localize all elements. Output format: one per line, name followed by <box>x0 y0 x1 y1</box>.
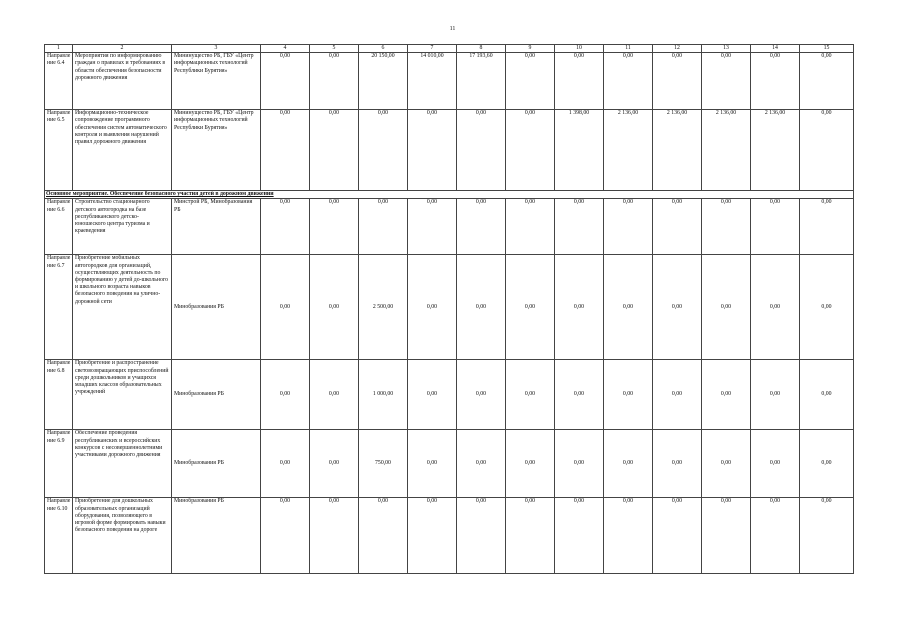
row-executor-cell: Мининущество РБ, ГБУ «Центр информационных технологий Республики Бурятия» <box>172 110 261 191</box>
column-number-10: 10 <box>555 45 604 53</box>
row-value-cell: 0,00 <box>800 430 854 498</box>
row-value-cell: 0,00 <box>506 53 555 110</box>
row-value-cell: 0,00 <box>604 53 653 110</box>
row-executor-cell: Минобразования РБ <box>172 498 261 574</box>
row-name-cell: Информационно-техническое сопровождение программного обеспечения систем автоматического контроля и выявления нарушений правил дорожного движения <box>73 110 172 191</box>
table-row <box>45 430 854 498</box>
row-name-cell: Строительство стационарного детского автогородка на базе республиканского детско-юношеского центра туризма и краеведения <box>73 199 172 255</box>
row-value-cell: 0,00 <box>310 199 359 255</box>
column-number-5: 5 <box>310 45 359 53</box>
row-value-cell: 0,00 <box>408 199 457 255</box>
row-value-cell: 0,00 <box>261 498 310 574</box>
row-value-cell: 0,00 <box>751 53 800 110</box>
row-value-cell: 0,00 <box>457 498 506 574</box>
row-value-cell: 2 136,00 <box>653 110 702 191</box>
row-name-cell: Приобретение мобильных автогородков для организаций, осуществляющих деятельность по формированию у детей до-школьного и школьного возраста навыков безопасного поведения на улично-дорожной сети <box>73 255 172 360</box>
row-value-cell: 0,00 <box>408 430 457 498</box>
row-value-cell: 0,00 <box>261 199 310 255</box>
row-value-cell: 0,00 <box>408 360 457 430</box>
row-value-cell: 1 398,00 <box>555 110 604 191</box>
row-value-cell: 0,00 <box>751 199 800 255</box>
column-number-11: 11 <box>604 45 653 53</box>
row-value-cell: 0,00 <box>702 53 751 110</box>
row-value-cell: 0,00 <box>604 199 653 255</box>
row-value-cell: 0,00 <box>261 360 310 430</box>
row-code-cell: Направле ние 6.10 <box>45 498 73 574</box>
row-name-cell: Приобретение для дошкольных образовательных организаций оборудования, позволяющего в игровой форме формировать навыки безопасного поведения на дороге <box>73 498 172 574</box>
row-value-cell: 17 193,60 <box>457 53 506 110</box>
row-value-cell: 0,00 <box>408 110 457 191</box>
table-row <box>45 255 854 360</box>
row-value-cell: 0,00 <box>261 255 310 360</box>
row-value-cell: 0,00 <box>555 53 604 110</box>
row-value-cell: 0,00 <box>261 53 310 110</box>
row-code-cell: Направле ние 6.9 <box>45 430 73 498</box>
row-value-cell: 14 010,00 <box>408 53 457 110</box>
column-number-12: 12 <box>653 45 702 53</box>
row-value-cell: 0,00 <box>653 498 702 574</box>
row-value-cell: 0,00 <box>506 498 555 574</box>
section-title: Основное мероприятие. Обеспечение безопасного участия детей в дорожном движении <box>45 191 854 199</box>
row-value-cell: 0,00 <box>310 255 359 360</box>
row-value-cell: 0,00 <box>506 110 555 191</box>
row-value-cell: 0,00 <box>702 255 751 360</box>
row-value-cell: 0,00 <box>604 360 653 430</box>
row-value-cell: 0,00 <box>555 199 604 255</box>
row-value-cell: 0,00 <box>555 255 604 360</box>
row-value-cell: 2 136,00 <box>702 110 751 191</box>
row-value-cell: 0,00 <box>408 255 457 360</box>
column-number-6: 6 <box>359 45 408 53</box>
table-row <box>45 199 854 255</box>
row-code-cell: Направле ние 6.6 <box>45 199 73 255</box>
row-value-cell: 0,00 <box>457 199 506 255</box>
row-value-cell: 0,00 <box>702 430 751 498</box>
row-value-cell: 0,00 <box>751 498 800 574</box>
row-value-cell: 0,00 <box>555 430 604 498</box>
column-number-1: 1 <box>45 45 73 53</box>
row-value-cell: 0,00 <box>800 255 854 360</box>
section-row <box>45 191 854 199</box>
row-value-cell: 0,00 <box>506 360 555 430</box>
row-code-cell: Направле ние 6.7 <box>45 255 73 360</box>
row-value-cell: 0,00 <box>359 110 408 191</box>
row-code-cell: Направле ние 6.8 <box>45 360 73 430</box>
row-value-cell: 0,00 <box>457 255 506 360</box>
row-code-cell: Направле ние 6.5 <box>45 110 73 191</box>
row-value-cell: 0,00 <box>310 360 359 430</box>
row-value-cell: 0,00 <box>800 110 854 191</box>
row-value-cell: 0,00 <box>261 430 310 498</box>
row-value-cell: 0,00 <box>457 360 506 430</box>
row-value-cell: 0,00 <box>310 498 359 574</box>
row-value-cell: 0,00 <box>653 255 702 360</box>
row-value-cell: 0,00 <box>310 53 359 110</box>
row-value-cell: 0,00 <box>800 498 854 574</box>
row-executor-cell: Минобразования РБ <box>172 430 261 498</box>
column-number-2: 2 <box>73 45 172 53</box>
row-value-cell: 0,00 <box>653 430 702 498</box>
column-number-13: 13 <box>702 45 751 53</box>
column-number-4: 4 <box>261 45 310 53</box>
row-code-cell: Направле ние 6.4 <box>45 53 73 110</box>
row-value-cell: 0,00 <box>800 199 854 255</box>
column-number-7: 7 <box>408 45 457 53</box>
table-body <box>45 45 854 574</box>
row-executor-cell: Минобразования РБ <box>172 255 261 360</box>
row-value-cell: 0,00 <box>555 498 604 574</box>
row-value-cell: 0,00 <box>555 360 604 430</box>
row-value-cell: 0,00 <box>506 199 555 255</box>
row-executor-cell: Мининущество РБ, ГБУ «Центр информационных технологий Республики Бурятия» <box>172 53 261 110</box>
row-value-cell: 750,00 <box>359 430 408 498</box>
row-value-cell: 0,00 <box>751 360 800 430</box>
row-value-cell: 0,00 <box>653 360 702 430</box>
row-name-cell: Мероприятия по информированию граждан о правилах и требованиях в области обеспечения безопасности дорожного движения <box>73 53 172 110</box>
row-value-cell: 0,00 <box>359 498 408 574</box>
row-value-cell: 0,00 <box>457 110 506 191</box>
table-row <box>45 360 854 430</box>
table-row <box>45 53 854 110</box>
row-value-cell: 0,00 <box>359 199 408 255</box>
row-executor-cell: Минобразования РБ <box>172 360 261 430</box>
row-value-cell: 0,00 <box>310 430 359 498</box>
row-value-cell: 0,00 <box>604 430 653 498</box>
row-value-cell: 0,00 <box>506 255 555 360</box>
row-value-cell: 2 500,00 <box>359 255 408 360</box>
row-value-cell: 0,00 <box>653 199 702 255</box>
row-value-cell: 2 136,00 <box>604 110 653 191</box>
row-name-cell: Обеспечение проведения республиканских и всероссийских конкурсов с несовершеннолетними участниками дорожного движения <box>73 430 172 498</box>
row-value-cell: 2 136,00 <box>751 110 800 191</box>
row-value-cell: 0,00 <box>408 498 457 574</box>
table-row <box>45 110 854 191</box>
row-value-cell: 0,00 <box>751 430 800 498</box>
row-executor-cell: Минстрой РБ, Минобразования РБ <box>172 199 261 255</box>
row-value-cell: 0,00 <box>604 498 653 574</box>
table-row <box>45 498 854 574</box>
row-value-cell: 0,00 <box>261 110 310 191</box>
column-number-14: 14 <box>751 45 800 53</box>
row-value-cell: 0,00 <box>800 53 854 110</box>
column-number-9: 9 <box>506 45 555 53</box>
row-value-cell: 0,00 <box>702 360 751 430</box>
column-number-row <box>45 45 854 53</box>
row-name-cell: Приобретение и распространение световозвращающих приспособлений среди дошкольников и учащихся младших классов образовательных учреждений <box>73 360 172 430</box>
budget-table <box>44 44 854 574</box>
row-value-cell: 0,00 <box>506 430 555 498</box>
column-number-8: 8 <box>457 45 506 53</box>
row-value-cell: 0,00 <box>702 199 751 255</box>
row-value-cell: 0,00 <box>310 110 359 191</box>
column-number-3: 3 <box>172 45 261 53</box>
page-number: 11 <box>449 26 456 32</box>
row-value-cell: 1 000,00 <box>359 360 408 430</box>
row-value-cell: 0,00 <box>653 53 702 110</box>
column-number-15: 15 <box>800 45 854 53</box>
row-value-cell: 0,00 <box>751 255 800 360</box>
row-value-cell: 0,00 <box>800 360 854 430</box>
row-value-cell: 0,00 <box>457 430 506 498</box>
row-value-cell: 0,00 <box>702 498 751 574</box>
row-value-cell: 20 150,00 <box>359 53 408 110</box>
row-value-cell: 0,00 <box>604 255 653 360</box>
